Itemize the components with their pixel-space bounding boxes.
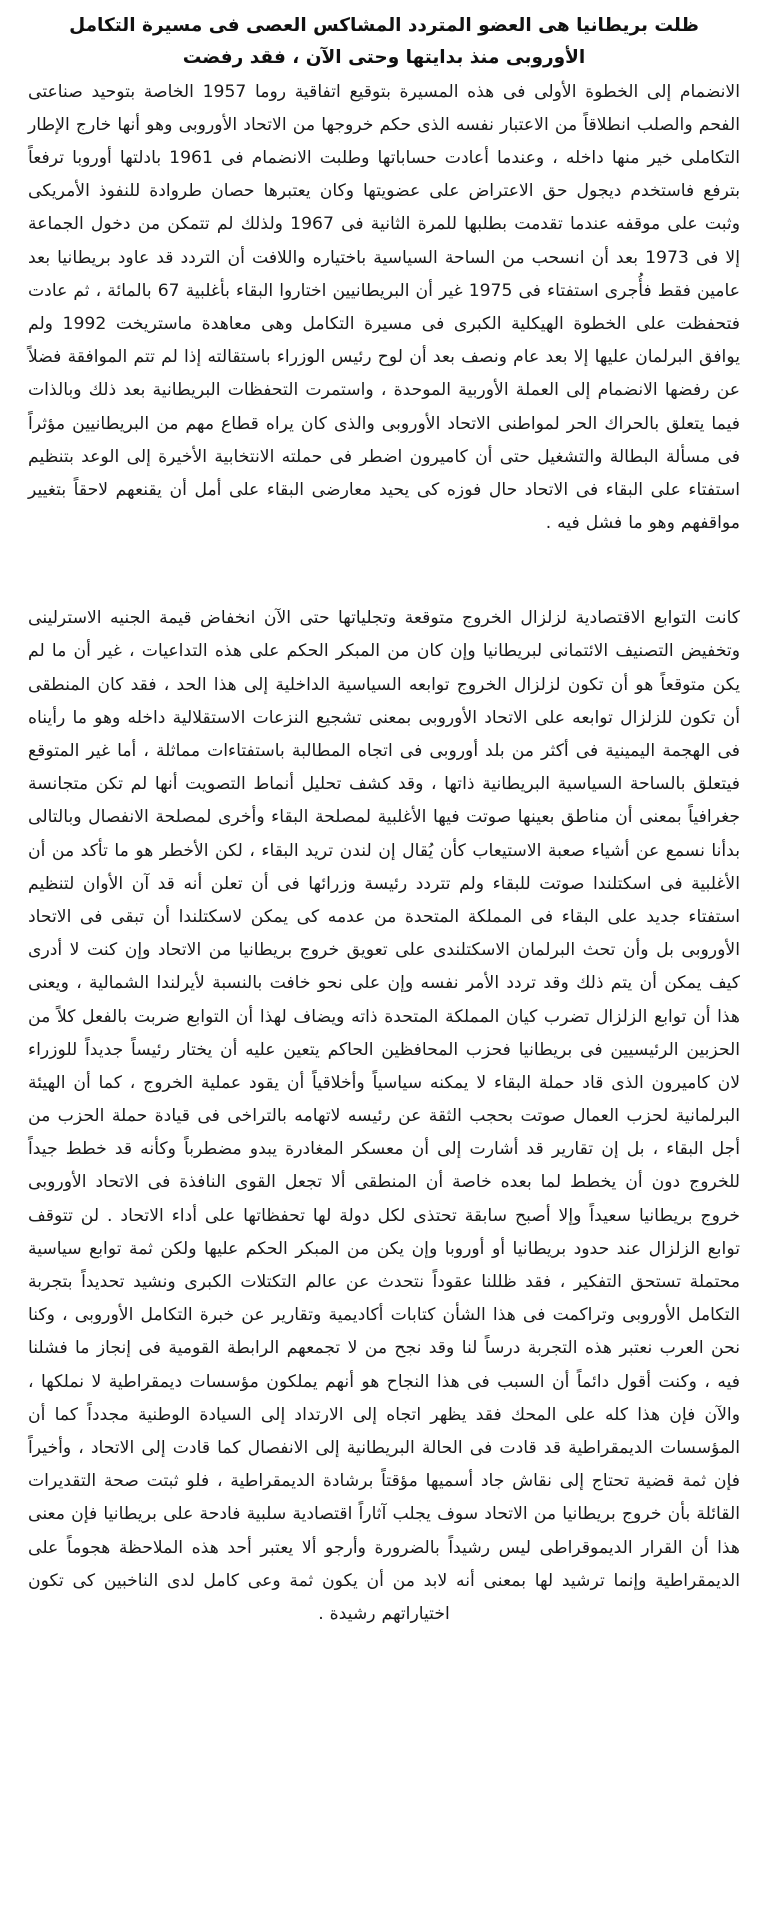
paragraph-spacer [28, 540, 740, 602]
paragraph-2: كانت التوابع الاقتصادية لزلزال الخروج متوقعة وتجلياتها حتى الآن انخفاض قيمة الجنيه الاسترلينى وتخفيض التصنيف الائتمانى لبريطانيا وإن كان من المبكر الحكم على هذه التداعيات ، غير أن ما لم يكن متوقعاً هو أن تكون لزلزال الخروج توابعه السياسية الداخلية إلى هذا الحد ، فقد كان المنطقى أن تكون للزلزال توابعه على الاتحاد الأوروبى بمعنى تشجيع النزعات الاستقلالية داخله وهو ما رأيناه فى الهجمة اليمينية فى أكثر من بلد أوروبى فى اتجاه المطالبة باستفتاءات مماثلة ، أما غير المتوقع فيتعلق بالساحة السياسية البريطانية ذاتها ، وقد كشف تحليل أنماط التصويت أنها لم تكن متجانسة جغرافياً بمعنى أن مناطق بعينها صوتت فيها الأغلبية لمصلحة البقاء وأخرى لمصلحة الانفصال وبالتالى بدأنا نسمع عن أشياء صعبة الاستيعاب كأن يُقال إن لندن تريد البقاء ، لكن الأخطر هو ما تأكد من أن الأغلبية فى اسكتلندا صوتت للبقاء ولم تتردد رئيسة وزرائها فى أن تعلن أنه قد آن الأوان لتنظيم استفتاء جديد على البقاء فى المملكة المتحدة من عدمه كى يمكن لاسكتلندا أن تبقى فى الاتحاد الأوروبى بل وأن تحث البرلمان الاسكتلندى على تعويق خروج بريطانيا من الاتحاد وإن كنت لا أدرى كيف يمكن أن يتم ذلك وقد تردد الأمر نفسه وإن على نحو خافت بالنسبة لأيرلندا الشمالية ، ويعنى هذا أن توابع الزلزال تضرب كيان المملكة المتحدة ذاته ويضاف لهذا أن التوابع ضربت بالفعل كلاً من الحزبين الرئيسيين فى بريطانيا فحزب المحافظين الحاكم يتعين عليه أن يختار رئيساً جديداً للوزراء لان كاميرون الذى قاد حملة البقاء لا يمكنه سياسياً وأخلاقياً أن يقود عملية الخروج ، كما أن الهيئة البرلمانية لحزب العمال صوتت بحجب الثقة عن رئيسه لاتهامه بالتراخى فى قيادة حملة الحزب من أجل البقاء ، بل إن تقارير قد أشارت إلى أن معسكر المغادرة يبدو مضطرباً وكأنه قد خطط جيداً للخروج دون أن يخطط لما بعده خاصة أن المنطقى ألا تجعل القوى النافذة فى الاتحاد الأوروبى خروج بريطانيا سعيداً وإلا أصبح سابقة تحتذى لكل دولة لها تحفظاتها على أداء الاتحاد . لن تتوقف توابع الزلزال عند حدود بريطانيا أو أوروبا وإن يكن من المبكر الحكم عليها ولكن ثمة توابع سياسية محتملة تستحق التفكير ، فقد ظللنا عقوداً نتحدث عن عالم التكتلات الكبرى ونشيد تحديداً بتجربة التكامل الأوروبى وتراكمت فى هذا الشأن كتابات أكاديمية وتقارير عن خبرة التكامل الأوروبى ، وكنا نحن العرب نعتبر هذه التجربة درساً لنا وقد نجح من لا تجمعهم الرابطة القومية فى إنجاز ما فشلنا فيه ، وكنت أقول دائماً أن السبب فى هذا النجاح هو أنهم يملكون مؤسسات ديمقراطية لا نملكها ، والآن فإن هذا كله على المحك فقد يظهر اتجاه إلى الارتداد إلى السيادة الوطنية مجدداً كما أن المؤسسات الديمقراطية قد قادت فى الحالة البريطانية إلى الانفصال كما قادت إلى الاتحاد ، وأخيراً فإن ثمة قضية تحتاج إلى نقاش جاد أسميها مؤقتاً برشادة الديمقراطية ، فلو ثبتت صحة التقديرات القائلة بأن خروج بريطانيا من الاتحاد سوف يجلب آثاراً اقتصادية سلبية فادحة على بريطانيا فإن معنى هذا أن القرار الديموقراطى ليس رشيداً بالضرورة وأرجو ألا يعتبر أحد هذه الملاحظة هجوماً على الديمقراطية وإنما ترشيد لها بمعنى أنه لابد من أن يكون ثمة وعى كامل لدى الناخبين كى تكون اختياراتهم رشيدة . [28, 608, 740, 1624]
page-title: ظلت بريطانيا هى العضو المتردد المشاكس العصى فى مسيرة التكامل الأوروبى منذ بدايتها وحتى الآن ، فقد رفضت [69, 15, 699, 68]
paragraph-1: الانضمام إلى الخطوة الأولى فى هذه المسيرة بتوقيع اتفاقية روما 1957 الخاصة بتوحيد صناعتى الفحم والصلب انطلاقاً من الاعتبار نفسه الذى حكم خروجها من الاتحاد الأوروبى وهو أنها خارج الإطار التكاملى خير منها داخله ، وعندما أعادت حساباتها وطلبت الانضمام فى 1961 بادلتها أوروبا ترفعاً بترفع فاستخدم ديجول حق الاعتراض على عضويتها وكان يعتبرها حصان طروادة للنفوذ الأمريكى وثبت على موقفه عندما تقدمت بطلبها للمرة الثانية فى 1967 ولذلك لم تتمكن من دخول الجماعة إلا فى 1973 بعد أن انسحب من الساحة السياسية باختياره واللافت أن التردد قد عاود بريطانيا بعد عامين فقط فأُجرى استفتاء فى 1975 غير أن البريطانيين اختاروا البقاء بأغلبية 67 بالمائة ، ثم عادت فتحفظت على الخطوة الهيكلية الكبرى فى مسيرة التكامل وهى معاهدة ماستريخت 1992 ولم يوافق البرلمان عليها إلا بعد عام ونصف بعد أن لوح رئيس الوزراء باستقالته إذا لم تتم الموافقة فضلاً عن رفضها الانضمام إلى العملة الأوربية الموحدة ، واستمرت التحفظات البريطانية بعد ذلك وبالذات فيما يتعلق بالحراك الحر لمواطنى الاتحاد الأوروبى والذى كان يراه قطاع مهم من البريطانيين مؤثراً فى مسألة البطالة والتشغيل حتى أن كاميرون اضطر فى حملته الانتخابية الأخيرة إلى الوعد بتنظيم استفتاء على البقاء فى الاتحاد حال فوزه كى يحيد معارضى البقاء على أمل أن يقنعهم لاحقاً بتغيير مواقفهم وهو ما فشل فيه . [28, 81, 741, 534]
